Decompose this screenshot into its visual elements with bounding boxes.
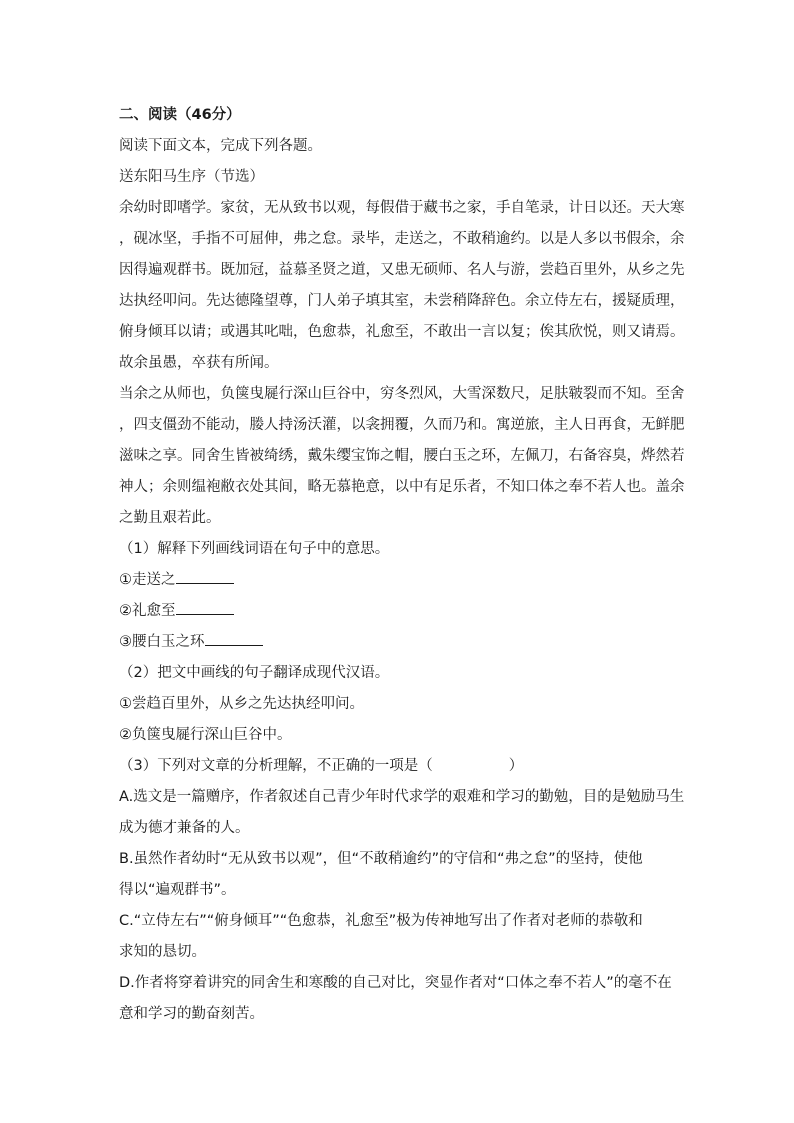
- passage-paragraph-1: [119, 193, 685, 379]
- option-b: [119, 844, 679, 906]
- option-line: 成为德才兼备的人。: [119, 820, 250, 836]
- option-line: C.“立侍左右”“俯身倾耳”“色愈恭，礼愈至”极为传神地写出了作者对老师的恭敬和: [119, 913, 643, 929]
- question-item: [119, 627, 679, 658]
- passage-paragraph-2: [119, 379, 685, 534]
- option-line: B.虽然作者幼时“无从致书以观”，但“不敢稍逾约”的守信和“弗之怠”的坚持，使他: [119, 851, 643, 867]
- section-title: 二、阅读（46分）: [119, 107, 241, 123]
- document-page: [119, 100, 685, 1030]
- question-item: [119, 596, 679, 627]
- option-line: 得以“遍观群书”。: [119, 882, 236, 898]
- option-line: D.作者将穿着讲究的同舍生和寒酸的自己对比，突显作者对“口体之奉不若人”的毫不在: [119, 975, 672, 991]
- option-a: [119, 782, 685, 844]
- question-item-text: ③腰白玉之环: [119, 634, 205, 650]
- question-item-text: ②礼愈至: [119, 603, 176, 619]
- paragraph-line: 之勤且艰若此。: [119, 510, 221, 526]
- question-stem-text: （3）下列对文章的分析理解，不正确的一项是（: [119, 758, 433, 774]
- question-3: [119, 751, 685, 1030]
- question-stem: （1）解释下列画线词语在句子中的意思。: [119, 541, 390, 557]
- question-item: ②负箧曳屣行深山巨谷中。: [119, 727, 292, 743]
- question-stem-close: ）: [508, 758, 524, 774]
- option-c: [119, 906, 679, 968]
- answer-blank[interactable]: [176, 568, 234, 584]
- paragraph-line: 俯身倾耳以请；或遇其叱咄，色愈恭，礼愈至，不敢出一言以复；俟其欣悦，则又请焉。: [119, 324, 685, 340]
- option-line: 意和学习的勤奋刻苦。: [119, 1006, 264, 1022]
- instruction-text: 阅读下面文本，完成下列各题。: [119, 138, 322, 154]
- paragraph-line: 滋味之享。同舍生皆被绮绣，戴朱缨宝饰之帽，腰白玉之环，左佩刀，右备容臭，烨然若: [119, 448, 685, 464]
- paragraph-line: ，砚冰坚，手指不可屈伸，弗之怠。录毕，走送之，不敢稍逾约。以是人多以书假余，余: [119, 231, 685, 247]
- question-stem: （2）把文中画线的句子翻译成现代汉语。: [119, 665, 390, 681]
- answer-blank[interactable]: [205, 630, 263, 646]
- question-2: [119, 658, 679, 751]
- paragraph-line: 神人；余则缊袍敝衣处其间，略无慕艳意，以中有足乐者，不知口体之奉不若人也。盖余: [119, 479, 685, 495]
- paragraph-line: 因得遍观群书。既加冠，益慕圣贤之道，又患无硕师、名人与游，尝趋百里外，从乡之先: [119, 262, 685, 278]
- question-item-text: ①走送之: [119, 572, 176, 588]
- paragraph-line: 故余虽愚，卒获有所闻。: [119, 355, 279, 371]
- paragraph-line: 达执经叩问。先达德隆望尊，门人弟子填其室，未尝稍降辞色。余立侍左右，援疑质理，: [119, 293, 685, 309]
- question-item: [119, 565, 679, 596]
- answer-blank[interactable]: [176, 599, 234, 615]
- question-1: [119, 534, 679, 658]
- option-d: [119, 968, 679, 1030]
- question-stem: [119, 751, 679, 782]
- paragraph-line: 当余之从师也，负箧曳屣行深山巨谷中，穷冬烈风，大雪深数尺，足肤皲裂而不知。至舍: [119, 386, 685, 402]
- passage-title: 送东阳马生序（节选）: [119, 169, 264, 185]
- paragraph-line: 余幼时即嗜学。家贫，无从致书以观，每假借于藏书之家，手自笔录，计日以还。天大寒: [119, 200, 685, 216]
- paragraph-line: ，四支僵劲不能动，媵人持汤沃灌，以衾拥覆，久而乃和。寓逆旅，主人日再食，无鲜肥: [119, 417, 685, 433]
- option-line: A.选文是一篇赠序，作者叙述自己青少年时代求学的艰难和学习的勤勉，目的是勉励马生: [119, 789, 685, 805]
- question-item: ①尝趋百里外，从乡之先达执经叩问。: [119, 696, 364, 712]
- option-line: 求知的恳切。: [119, 944, 206, 960]
